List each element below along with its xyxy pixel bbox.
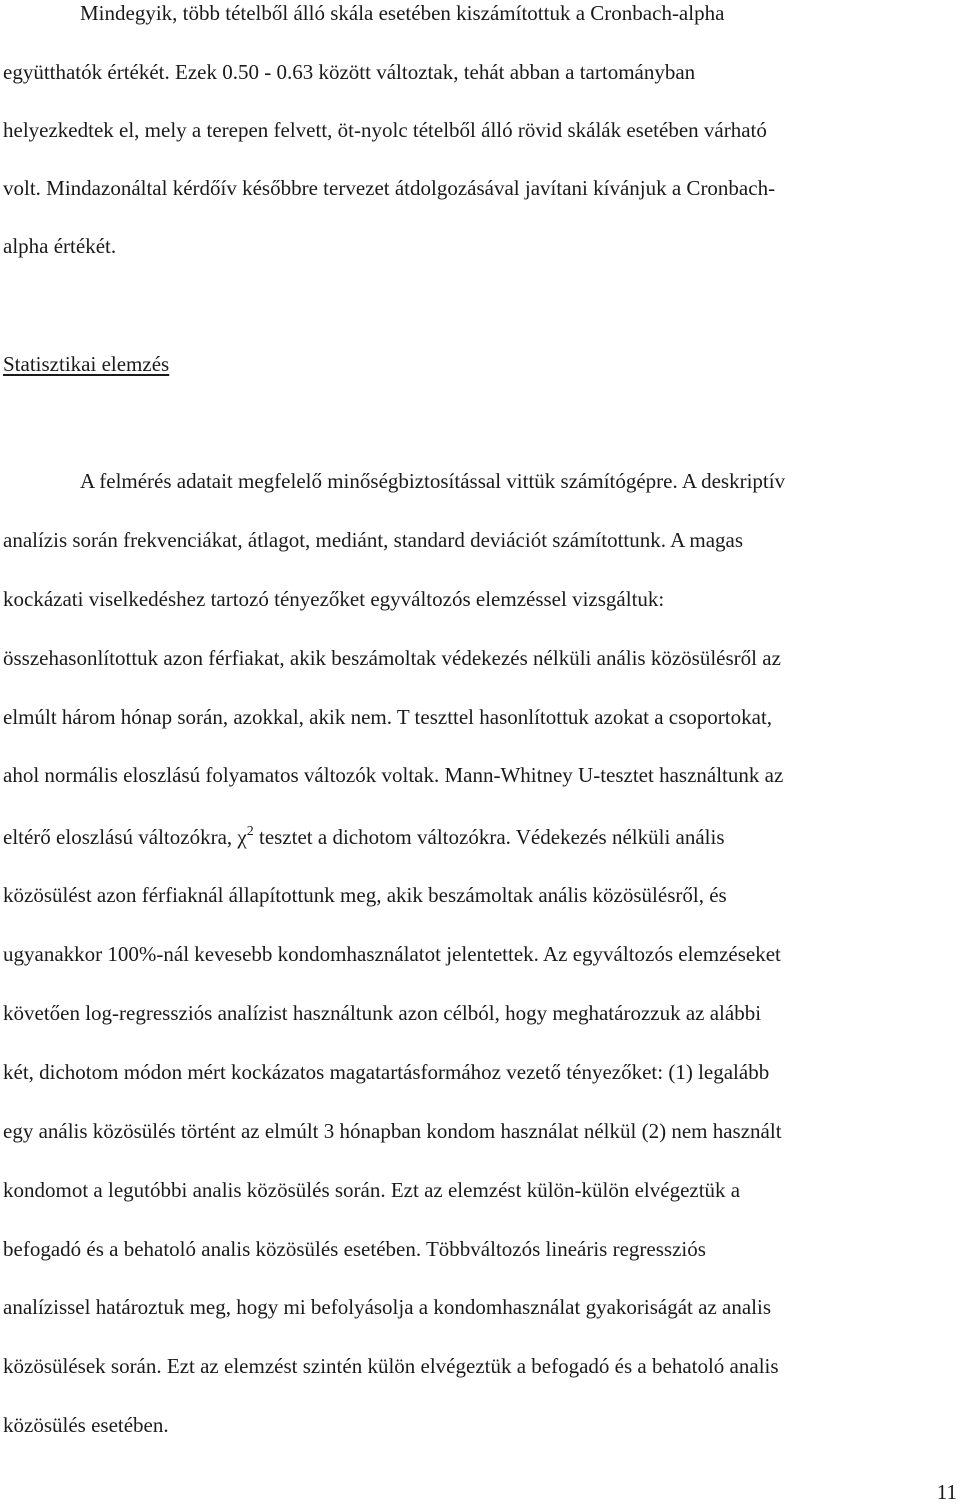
- text-line: két, dichotom módon mért kockázatos magatartásformához vezető tényezőket: (1) legalább: [3, 1060, 770, 1084]
- text-line: elmúlt három hónap során, azokkal, akik nem. T teszttel hasonlítottuk azokat a csoportokat,: [3, 705, 773, 729]
- text-line: közösülést azon férfiaknál állapítottunk meg, akik beszámoltak anális közösülésről, és: [3, 883, 727, 907]
- text-line: követően log-regressziós analízist használtunk azon célból, hogy meghatározzuk az alábbi: [3, 1001, 762, 1025]
- text-line: kockázati viselkedéshez tartozó tényezőket egyváltozós elemzéssel vizsgáltuk:: [3, 587, 665, 611]
- text-line: helyezkedtek el, mely a terepen felvett, öt-nyolc tételből álló rövid skálák esetében várható: [3, 118, 767, 142]
- text-line: együtthatók értékét. Ezek 0.50 - 0.63 között változtak, tehát abban a tartományban: [3, 60, 696, 84]
- text-line-chi-square: [3, 825, 725, 848]
- page-number: 11: [936, 1480, 957, 1504]
- chi-symbol: χ: [237, 825, 247, 849]
- text-line: egy anális közösülés történt az elmúlt 3 hónapban kondom használat nélkül (2) nem használt: [3, 1119, 782, 1143]
- chi-exponent: 2: [246, 824, 254, 839]
- text-line: közösülések során. Ezt az elemzést szintén külön elvégeztük a befogadó és a behatoló analis: [3, 1354, 779, 1378]
- text-line: kondomot a legutóbbi analis közösülés során. Ezt az elemzést külön-külön elvégeztük a: [3, 1178, 741, 1202]
- text-segment: tesztet a dichotom változókra. Védekezés nélküli anális: [253, 825, 725, 849]
- text-segment: eltérő eloszlású változókra,: [3, 825, 238, 849]
- text-line: ugyanakkor 100%-nál kevesebb kondomhasználatot jelentettek. Az egyváltozós elemzéseket: [3, 942, 781, 966]
- text-line: analízissel határoztuk meg, hogy mi befolyásolja a kondomhasználat gyakoriságát az analis: [3, 1295, 771, 1319]
- text-line: közösülés esetében.: [3, 1413, 169, 1437]
- text-line: befogadó és a behatoló analis közösülés esetében. Többváltozós lineáris regressziós: [3, 1237, 706, 1261]
- section-heading: Statisztikai elemzés: [3, 352, 170, 376]
- text-line: Mindegyik, több tételből álló skála esetében kiszámítottuk a Cronbach-alpha: [80, 1, 725, 25]
- text-line: A felmérés adatait megfelelő minőségbiztosítással vittük számítógépre. A deskriptív: [80, 469, 786, 493]
- text-line: volt. Mindazonáltal kérdőív későbbre tervezet átdolgozásával javítani kívánjuk a Cronbach-: [3, 176, 776, 200]
- text-line: ahol normális eloszlású folyamatos változók voltak. Mann-Whitney U-tesztet használtunk az: [3, 763, 784, 787]
- text-line: alpha értékét.: [3, 234, 117, 258]
- text-line: analízis során frekvenciákat, átlagot, mediánt, standard deviációt számítottunk. A magas: [3, 528, 744, 552]
- text-line: összehasonlítottuk azon férfiakat, akik beszámoltak védekezés nélküli anális közösülésről az: [3, 646, 781, 670]
